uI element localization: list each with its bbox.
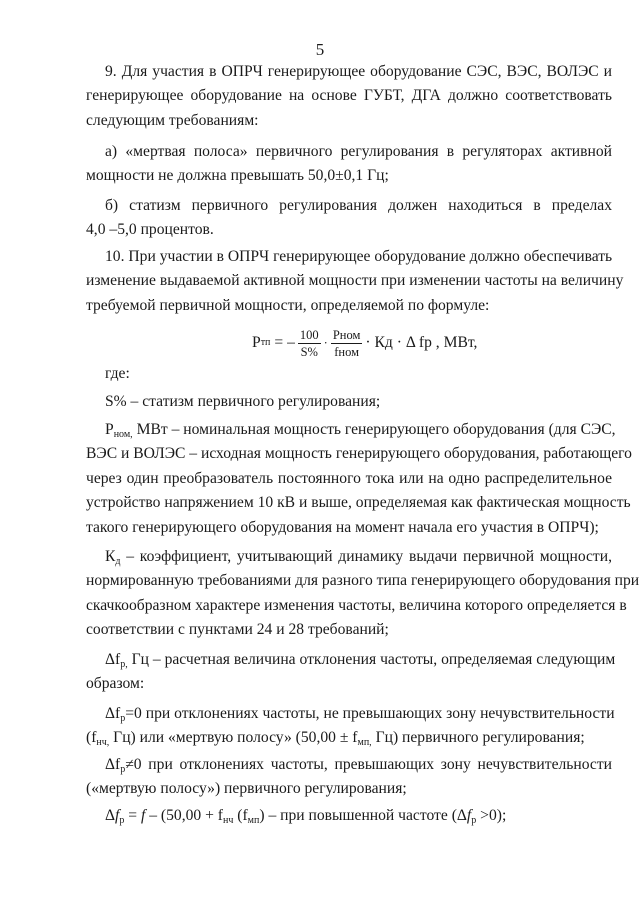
- text-line: а) «мертвая полоса» первичного регулирования в регуляторах активной: [105, 143, 612, 160]
- text-line: мощности не должна превышать 50,0±0,1 Гц;: [86, 167, 389, 185]
- text-line: где:: [105, 365, 130, 382]
- text-line: $\Delta f_р\ne 0$ при отклонениях частоты, превышающих зону нечувствительности: [105, 756, 612, 775]
- fraction-denominator: S%: [300, 344, 318, 359]
- text-line: ВЭС и ВОЛЭС – исходная мощность генерирующего оборудования, работающего: [86, 445, 632, 463]
- text-line: б) статизм первичного регулирования должен находиться в пределах: [105, 197, 612, 214]
- paragraph-9a: [86, 140, 612, 189]
- text-line: $К_д$ – коэффициент, учитывающий динамику выдачи первичной мощности,: [105, 548, 612, 567]
- fraction-numerator: 100: [299, 327, 319, 342]
- definition-kd: [86, 545, 640, 643]
- text-line: 10. При участии в ОПРЧ генерирующее оборудование должно обеспечивать: [105, 248, 613, 265]
- formula-eq: = –: [274, 334, 295, 351]
- text-line: устройство напряжением 10 кВ и выше, определяемая как фактическая мощность: [86, 494, 631, 512]
- formula-lhs: Р: [252, 334, 261, 351]
- fraction-denominator: fном: [334, 344, 360, 359]
- page-number: 5: [315, 40, 325, 59]
- text-line: следующим требованиям:: [86, 111, 259, 129]
- fraction-pnom-over-fnom: [331, 327, 363, 360]
- text-line: изменение выдаваемой активной мощности при изменении частоты на величину: [86, 272, 624, 290]
- paragraph-10: [86, 245, 624, 318]
- text-line: $Р_{ном,}$ МВт – номинальная мощность генерирующего оборудования (для СЭС,: [105, 421, 616, 440]
- where-label: [86, 362, 612, 386]
- text-line: такого генерирующего оборудования на момент начала его участия в ОПРЧ);: [86, 518, 599, 536]
- text-line: («мертвую полосу») первичного регулирования;: [86, 780, 407, 798]
- text-line: 9. Для участия в ОПРЧ генерирующее оборудование СЭС, ВЭС, ВОЛЭС и: [105, 63, 612, 80]
- text-line: $\Delta f_р = f - (50,00 + f_{нч}$ $(f_{мп})$ – при повышенной частоте $(\Delta f_р >0)$;: [105, 807, 507, 826]
- fraction-numerator: Pном: [332, 327, 361, 342]
- paragraph-9b: [86, 194, 612, 243]
- text-line: требуемой первичной мощности, определяемой по формуле:: [86, 296, 490, 314]
- text-line: $\Delta f_р=0$ при отклонениях частоты, не превышающих зону нечувствительности: [105, 705, 615, 724]
- text-line: ($f_{нч,}$ Гц) или «мертвую полосу» ($50,00 \pm f_{мп,}$ Гц) первичного регулирования;: [86, 729, 585, 749]
- case-delta-f-zero: [86, 702, 615, 751]
- fraction-100-over-s: [298, 327, 321, 360]
- text-line: $\Delta f_{р,}$ Гц – расчетная величина отклонения частоты, определяемая следующим: [105, 651, 616, 670]
- text-line: нормированную требованиями для разного типа генерирующего оборудования при: [86, 572, 640, 590]
- paragraph-9: [86, 60, 612, 133]
- case-increased-frequency: [86, 804, 612, 828]
- formula: Р тп = – $\frac{100}{S\%}$ · $\frac{\text{Pном}}{\text{fном}}$ · Кд · Δ fр , МВт,: [252, 327, 478, 359]
- text-line: скачкообразном характере изменения частоты, величина которого определяется в: [86, 596, 627, 614]
- text-line: S% – статизм первичного регулирования;: [105, 393, 381, 410]
- case-delta-f-nonzero: [86, 753, 612, 802]
- definition-s: [86, 390, 612, 414]
- text-line: 4,0 –5,0 процентов.: [86, 221, 214, 239]
- text-line: через один преобразователь постоянного тока или на одно распределительное: [86, 469, 612, 487]
- formula-rest: · Кд · Δ fр , МВт,: [365, 334, 478, 351]
- definition-delta-f: [86, 648, 616, 697]
- text-line: соответствии с пунктами 24 и 28 требований;: [86, 621, 389, 639]
- definition-pnom: [86, 418, 632, 540]
- text-line: генерирующее оборудование на основе ГУБТ, ДГА должно соответствовать: [86, 87, 612, 105]
- text-line: образом:: [86, 675, 145, 693]
